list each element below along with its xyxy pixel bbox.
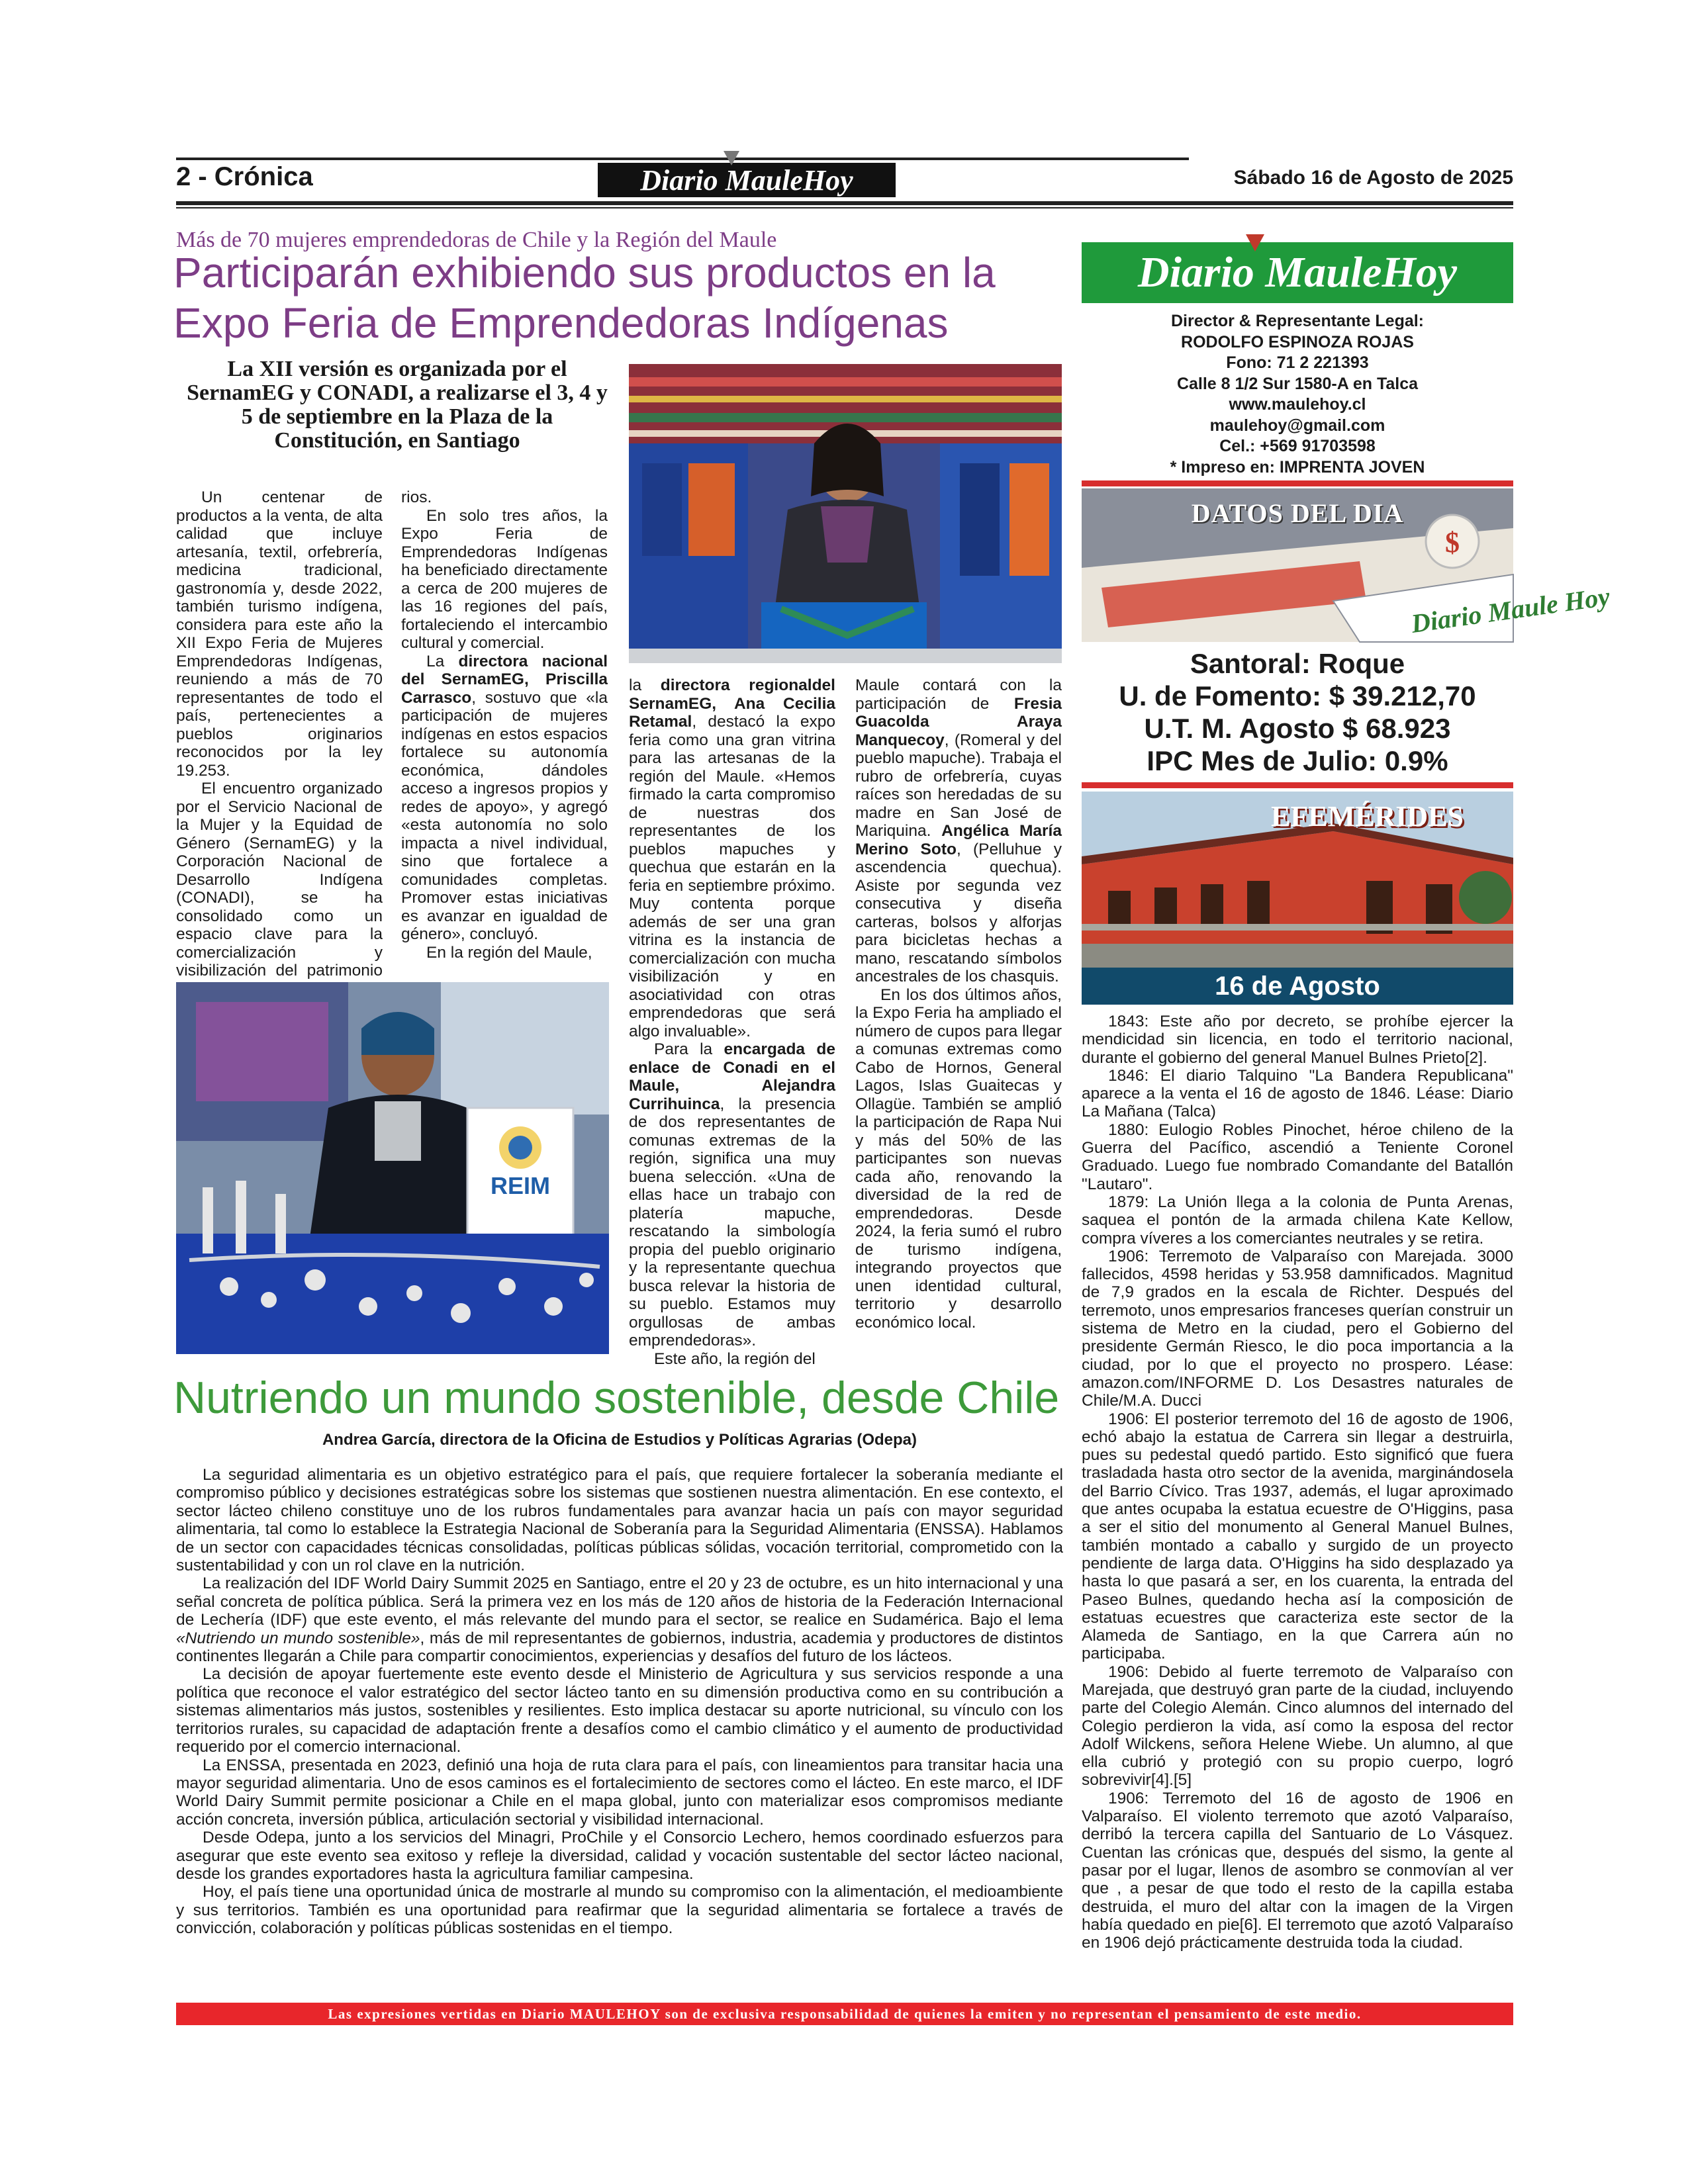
logo-notch-icon bbox=[724, 151, 739, 165]
masthead-logo bbox=[1082, 242, 1513, 303]
efemeride-item: 1906: Terremoto del 16 de agosto de 1906 en Valparaíso. El violento terremoto que azotó Valparaíso, derribó la tercera capilla del Santuario de Lo Vásquez. Cuentan las crónicas que, después del sismo, la gente al pasar por el lugar, llenos de asombro se conmovían al ver que , a pesar de que todo el resto de la capilla estaba destruida, el muro del altar con la imagen de la Virgen había quedado en pie[6]. El terremoto que azotó Valparaíso en 1906 dejó prácticamente destruida toda la ciudad. bbox=[1082, 1789, 1513, 1952]
efemeride-item: 1846: El diario Talquino "La Bandera Republicana" aparece a la venta el 16 de agosto de 1846. Léase: Diario La Mañana (Talca) bbox=[1082, 1066, 1513, 1121]
article1-paragraph: Maule contará con la participación de Fresia Guacolda Araya Manquecoy, (Romeral y del pueblo mapuche). Trabaja el rubro de orfebrería, cuyas raíces son heredadas de su madre en San José de Mariquina. Angélica María Merino Soto, (Pelluhue y ascendencia quechua). Asiste por segunda vez consecutiva y diseña carteras, bolsos y alforjas para bicicletas hechas a mano, rescatando símbolos ancestrales de los chasquis. bbox=[855, 676, 1062, 985]
dollar-icon: $ bbox=[1445, 526, 1460, 559]
sidebar-rule bbox=[1082, 480, 1513, 486]
article2-body bbox=[176, 1466, 1063, 1938]
article1-paragraph: En la región del Maule, bbox=[426, 943, 592, 962]
photo-artisan-textiles bbox=[629, 364, 1062, 663]
article1-col1 bbox=[176, 488, 383, 1017]
article1-col4 bbox=[855, 676, 1062, 1332]
daily-stats bbox=[1082, 647, 1513, 777]
article1-paragraph: rios. bbox=[401, 488, 432, 506]
info-line: Cel.: +569 91703598 bbox=[1219, 437, 1376, 455]
article1-headline: Participarán exhibiendo sus productos en la Expo Feria de Emprendedoras Indígenas bbox=[173, 249, 996, 347]
issue-date: Sábado 16 de Agosto de 2025 bbox=[1233, 167, 1513, 189]
header-rule-bottom bbox=[176, 201, 1513, 205]
speaker-name: encargada de enlace de Conadi en el Maule, Alejandra Currihuinca bbox=[629, 1040, 835, 1113]
info-line: Director & Representante Legal: bbox=[1170, 312, 1425, 330]
header-logo bbox=[598, 163, 896, 197]
efemerides-title: EFEMÉRIDES bbox=[1271, 800, 1464, 833]
info-line: Fono: 71 2 221393 bbox=[1226, 353, 1369, 372]
article1-paragraph: En los dos últimos años, la Expo Feria ha ampliado el número de cupos para llegar a comunas extremas como Cabo de Hornos, General Lagos, Islas Guaitecas y Ollagüe. También se amplió la participación de Rapa Nui y más del 50% de las participantes son nuevas cada año, renovando la diversidad de la red de emprendedoras. Desde 2024, la feria sumó el rubro de turismo indígena, integrando proyectos que unen identidad cultural, territorio y desarrollo económico local. bbox=[855, 985, 1062, 1332]
speaker-name: directora regionaldel SernamEG, Ana Cecilia Retamal bbox=[629, 676, 835, 731]
efemerides-list bbox=[1082, 1013, 1513, 1952]
article2-paragraph: La ENSSA, presentada en 2023, definió una hoja de ruta clara para el país, con lineamientos para transitar hacia una mayor seguridad alimentaria. Uno de esos caminos es el fortalecimiento de sectores como el lácteo. En este marco, el IDF World Dairy Summit permite posicionar a Chile en el mapa global, junto con materializar esos compromisos mediante acción concreta, inversión pública, articulación sectorial y visibilidad internacional. bbox=[176, 1756, 1063, 1829]
article1-kicker: Más de 70 mujeres emprendedoras de Chile y la Región del Maule bbox=[176, 228, 777, 252]
article1-paragraph: Para la encargada de enlace de Conadi en el Maule, Alejandra Currihuinca, la presencia de dos representantes de comunas extremas de la región, significa una muy buena selección. «Una de ellas hace un trabajo con platería mapuche, rescatando la simbología propia del pueblo originario y la representante quechua busca relevar la historia de su pueblo. Estamos muy orgullosas de ambas emprendedoras». bbox=[629, 1040, 835, 1349]
slogan: «Nutriendo un mundo sostenible» bbox=[176, 1629, 420, 1647]
article2-paragraph: La decisión de apoyar fuertemente este evento desde el Ministerio de Agricultura y sus servicios responde a una política que reconoce el valor estratégico del sector lácteo tanto en su dimensión productiva como en su contribución a sistemas alimentarios más justos, sostenibles y resilientes. Esto implica destacar su aporte nutricional, su vínculo con los territorios rurales, su capacidad de adaptación frente a desafíos como el cambio climático y el aumento de productividad requerido por el comercio internacional. bbox=[176, 1665, 1063, 1756]
article1-paragraph: En solo tres años, la Expo Feria de Emprendedoras Indígenas ha beneficiado directamente a cerca de 200 mujeres de las 16 regiones del país, fortaleciendo el intercambio cultural y comercial. bbox=[401, 506, 608, 652]
article1-paragraph: Un centenar de productos a la venta, de alta calidad que incluye artesanía, textil, orfebrería, medicina tradicional, gastronomía y, desde 2022, también turismo indígena, considera para este año la XII Expo Feria de Mujeres Emprendedoras Indígenas, reuniendo a más de 70 representantes de todo el país, pertenecientes a pueblos originarios reconocidos por la ley 19.253. bbox=[176, 488, 383, 780]
article2-paragraph: Hoy, el país tiene una oportunidad única de mostrarle al mundo su compromiso con la alimentación, el medioambiente y sus territorios. También es una oportunidad para reafirmar que la seguridad alimentaria se fortalece a través de convicción, colaboración y políticas públicas sostenidas en el tiempo. bbox=[176, 1883, 1063, 1938]
efemeride-item: 1906: Debido al fuerte terremoto de Valparaíso con Marejada, que destruyó gran parte de la ciudad, incluyendo parte del Colegio Alemán. Cinco alumnos del internado del Colegio perdieron la vida, así como la esposa del rector Adolf Wilckens, señora Helene Wiebe. Un alumno, al que ella cubrió y protegió con su propio cuerpo, logró sobrevivir[4].[5] bbox=[1082, 1662, 1513, 1790]
stat-santoral: Santoral: Roque bbox=[1190, 648, 1405, 679]
stat-ipc: IPC Mes de Julio: 0.9% bbox=[1147, 745, 1448, 776]
article2-headline: Nutriendo un mundo sostenible, desde Chile bbox=[173, 1373, 1060, 1423]
article2-byline: Andrea García, directora de la Oficina de Estudios y Políticas Agrarias (Odepa) bbox=[322, 1431, 917, 1449]
participant-name: Angélica María Merino Soto bbox=[855, 822, 1062, 858]
efemeride-item: 1906: El posterior terremoto del 16 de agosto de 1906, echó abajo la estatua de Carrera sin llegar a destruirla, pues su pedestal quedó partido. Esto significó que fuera trasladada hasta otro sector de la avenida, marginándosela del Barrio Cívico. Tras 1937, además, el lugar aproximado que antes ocupaba la estatua ecuestre de O'Higgins, pasa a ser el sitio del monumento al General Manuel Bulnes, también montado a caballo y surgido de un proyecto pendiente de larga data. O'Higgins ha sido desplazado ya hasta lo que pasará a ser, en los cuarenta, la entrada del Paseo Bulnes, quedando hecha así la composición de estatuas ecuestres que caracteriza este sector de la Alameda de Santiago, en la que Carrera aún no participaba. bbox=[1082, 1410, 1513, 1663]
stat-uf: U. de Fomento: $ 39.212,70 bbox=[1119, 680, 1476, 711]
datos-del-dia-title: DATOS DEL DIA bbox=[1191, 498, 1404, 528]
article2-paragraph: La realización del IDF World Dairy Summit 2025 en Santiago, entre el 20 y 23 de octubre, es un hito internacional y una señal concreta de política pública. Será la primera vez en los más de 120 años de historia de la Federación Internacional de Lechería (IDF) que este evento, el más relevante del mundo para el sector, se realice en Sudamérica. Bajo el lema «Nutriendo un mundo sostenible», más de mil representantes de gobiernos, industria, academia y productores de distintos continentes llegarán a Chile para compartir conocimientos, experiencias y desafíos del futuro de los lácteos. bbox=[176, 1574, 1063, 1666]
photo-artisan-jewelry bbox=[176, 982, 609, 1354]
article1-paragraph: la directora regionaldel SernamEG, Ana Cecilia Retamal, destacó la expo feria como una gran vitrina para las artesanas de la región del Maule. «Hemos firmado la carta compromiso de nuestras dos representantes de los pueblos mapuches y quechua que estarán en la feria en septiembre próximo. Muy contenta porque además de ser una gran vitrina es la instancia de comercialización con mucha visibilización y en asociatividad con otras emprendedoras que será algo invaluable». bbox=[629, 676, 835, 1040]
info-line: * Impreso en: IMPRENTA JOVEN bbox=[1170, 457, 1425, 477]
efemeride-item: 1843: Este año por decreto, se prohíbe ejercer la mendicidad sin licencia, en todo el territorio nacional, durante el gobierno del general Manuel Bulnes Prieto[2]. bbox=[1082, 1013, 1513, 1067]
article1-col3 bbox=[629, 676, 835, 1368]
stat-utm: U.T. M. Agosto $ 68.923 bbox=[1144, 713, 1451, 744]
masthead-info bbox=[1082, 311, 1513, 478]
info-line: maulehoy@gmail.com bbox=[1209, 416, 1385, 435]
header-logo-text: Diario MauleHoy bbox=[640, 163, 853, 197]
article2-paragraph: Desde Odepa, junto a los servicios del Minagri, ProChile y el Consorcio Lechero, hemos coordinado esfuerzos para asegurar que este evento sea exitoso y refleje la diversidad, calidad y vocación sustentable del sector lácteo nacional, desde los grandes exportadores hasta la agricultura familiar campesina. bbox=[176, 1829, 1063, 1883]
efemeride-item: 1880: Eulogio Robles Pinochet, héroe chileno de la Guerra del Pacífico, ascendió a Teniente Coronel Graduado. Luego fue nombrado Comandante del Batallón "Lautaro". bbox=[1082, 1120, 1513, 1193]
section-label: 2 - Crónica bbox=[176, 162, 313, 191]
speaker-name: directora nacional del SernamEG, Priscilla Carrasco bbox=[401, 652, 608, 707]
sidebar-rule bbox=[1082, 782, 1513, 788]
efemeride-item: 1906: Terremoto de Valparaíso con Marejada. 3000 fallecidos, 4598 heridas y 53.958 damnificados. Magnitud de 7,9 grados en la escala de Richter. Después del terremoto, unos empresarios franceses querían construir un sistema de Metro en la ciudad, pero el Gobierno del presidente Germán Riesco, le dio poca importancia a la ciudad, por lo que el proyecto no prospero. Léase: amazon.com/INFORME D. Los Desastres naturales de Chile/M.A. Ducci bbox=[1082, 1247, 1513, 1410]
article1-col2 bbox=[401, 488, 608, 962]
header-rule-top bbox=[176, 158, 1189, 160]
header-rule-bottom-thin bbox=[176, 207, 1513, 208]
photo-sign-text: REIM bbox=[491, 1172, 550, 1199]
efemerides-day: 16 de Agosto bbox=[1082, 968, 1513, 1005]
participant-name: Fresia Guacolda Araya Manquecoy bbox=[855, 694, 1062, 749]
efemeride-item: 1879: La Unión llega a la colonia de Punta Arenas, saquea el pontón de la armada chilena Kate Kellow, compra víveres a los comerciantes neutrales y se retira. bbox=[1082, 1193, 1513, 1248]
article1-paragraph: El encuentro organizado por el Servicio Nacional de la Mujer y la Equidad de Género (SernamEG) y la Corporación Nacional de Desarrollo Indígena (CONADI), se ha consolidado como un espacio clave para la comercialización y visibilización del patrimonio bbox=[176, 780, 383, 979]
article1-paragraph: Este año, la región del bbox=[654, 1349, 816, 1368]
masthead-notch-icon bbox=[1246, 234, 1264, 251]
datos-paper-text: Diario Maule Hoy bbox=[1409, 581, 1612, 639]
article2-paragraph: La seguridad alimentaria es un objetivo estratégico para el país, que requiere fortalecer la soberanía mediante el compromiso público y decisiones estratégicas sobre los sistemas que sostienen nuestra alimentación. En ese contexto, el sector lácteo chileno constituye uno de los rubros fundamentales para avanzar hacia un país con mayor seguridad alimentaria, tal como lo establece la Estrategia Nacional de Soberanía para la Seguridad Alimentaria (ENSSA). Hablamos de un sector con capacidades técnicas consolidadas, políticas públicas sólidas, vocación territorial, comprometido con la sustentabilidad y con un rol clave en la nutrición. bbox=[176, 1466, 1063, 1575]
masthead-text: Diario MauleHoy bbox=[1137, 248, 1458, 296]
article1-deck: La XII versión es organizada por el SernamEG y CONADI, a realizarse el 3, 4 y 5 de septiembre en la Plaza de la Constitución, en Santiago bbox=[187, 357, 608, 453]
info-line: RODOLFO ESPINOZA ROJAS bbox=[1181, 332, 1414, 351]
article1-paragraph: La directora nacional del SernamEG, Priscilla Carrasco, sostuvo que «la participación de mujeres indígenas en estos espacios fortalece su autonomía económica, dándoles acceso a ingresos propios y redes de apoyo», y agregó «esta autonomía no solo impacta a nivel individual, sino que fortalece a comunidades completas. Promover estas iniciativas es avanzar en igualdad de género», concluyó. bbox=[401, 652, 608, 943]
info-line: Calle 8 1/2 Sur 1580-A en Talca bbox=[1176, 374, 1419, 393]
info-line: www.maulehoy.cl bbox=[1229, 395, 1366, 414]
disclaimer-footer: Las expresiones vertidas en Diario MAULEHOY son de exclusiva responsabilidad de quienes la emiten y no representan el pensamiento de este medio. bbox=[176, 2003, 1513, 2025]
